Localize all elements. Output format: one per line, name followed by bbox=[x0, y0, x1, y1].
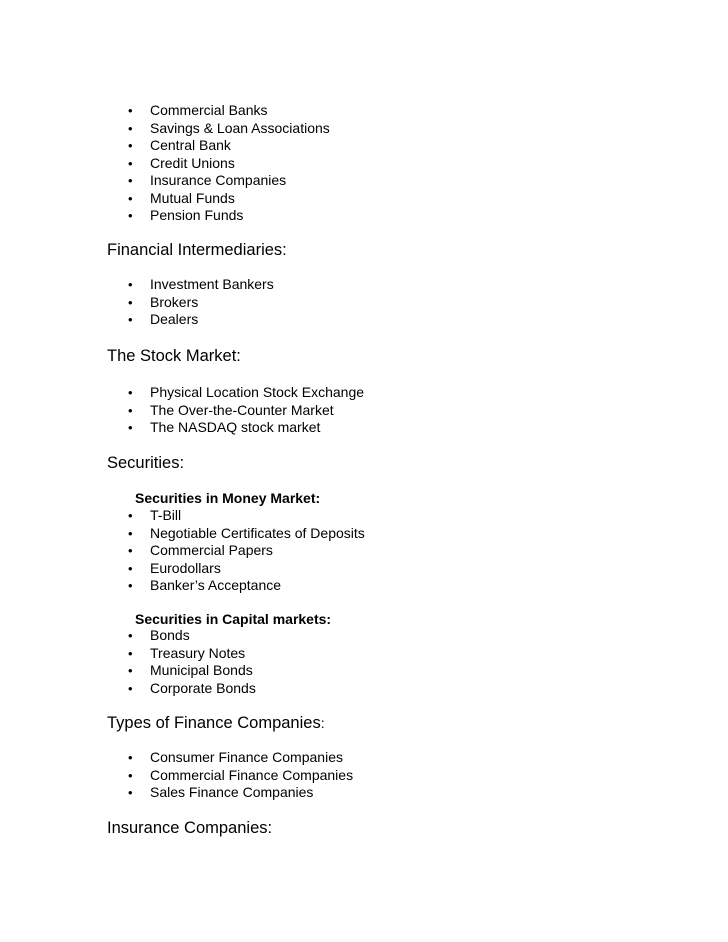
list-item bbox=[128, 507, 365, 525]
list-item-text: Consumer Finance Companies bbox=[150, 749, 343, 765]
heading-securities: Securities: bbox=[107, 454, 185, 472]
list-item-text: The Over-the-Counter Market bbox=[150, 401, 334, 418]
list-item bbox=[128, 560, 365, 578]
intermediaries-list bbox=[128, 276, 274, 329]
list-item-text: T-Bill bbox=[150, 507, 182, 523]
list-item-text: Municipal Bonds bbox=[150, 662, 253, 678]
list-item-text: Treasury Notes bbox=[150, 644, 246, 661]
list-item bbox=[128, 680, 256, 698]
list-item bbox=[128, 311, 274, 329]
heading-finance-companies-text: Types of Finance Companies bbox=[107, 714, 321, 732]
bullet-icon: • bbox=[128, 155, 133, 171]
bullet-icon: • bbox=[128, 750, 133, 765]
list-item bbox=[128, 419, 364, 437]
list-item bbox=[128, 120, 330, 138]
list-item bbox=[128, 784, 353, 802]
list-item-text: Commercial Banks bbox=[150, 102, 268, 118]
bullet-icon: • bbox=[128, 645, 133, 661]
list-item bbox=[128, 155, 330, 173]
capital-markets-list bbox=[128, 627, 256, 697]
list-item bbox=[128, 137, 330, 155]
finance-companies-list bbox=[128, 749, 353, 802]
list-item-text: Brokers bbox=[150, 293, 199, 310]
bullet-icon: • bbox=[128, 385, 133, 400]
list-item bbox=[128, 767, 353, 785]
list-item-text: Dealers bbox=[150, 311, 199, 327]
intro-list bbox=[128, 102, 330, 225]
bullet-icon: • bbox=[128, 138, 133, 153]
heading-insurance-companies: Insurance Companies: bbox=[107, 819, 273, 837]
list-item-text: Insurance Companies bbox=[150, 172, 287, 188]
list-item bbox=[128, 525, 365, 543]
bullet-icon: • bbox=[128, 173, 133, 188]
list-item bbox=[128, 749, 353, 767]
list-item bbox=[128, 190, 330, 208]
bullet-icon: • bbox=[128, 508, 133, 523]
list-item bbox=[128, 294, 274, 312]
bullet-icon: • bbox=[128, 312, 133, 327]
list-item bbox=[128, 645, 256, 663]
list-item bbox=[128, 542, 365, 560]
list-item bbox=[128, 384, 364, 402]
bullet-icon: • bbox=[128, 420, 133, 435]
bullet-icon: • bbox=[128, 785, 133, 800]
list-item bbox=[128, 662, 256, 680]
list-item-text: Negotiable Certificates of Deposits bbox=[150, 524, 365, 541]
subheading-money-market: Securities in Money Market: bbox=[135, 490, 321, 506]
list-item bbox=[128, 172, 330, 190]
list-item-text: Central Bank bbox=[150, 137, 231, 153]
bullet-icon: • bbox=[128, 120, 133, 136]
bullet-icon: • bbox=[128, 680, 133, 696]
list-item-text: Mutual Funds bbox=[150, 189, 235, 206]
heading-financial-intermediaries: Financial Intermediaries: bbox=[107, 241, 287, 259]
subheading-capital-markets: Securities in Capital markets: bbox=[135, 611, 332, 627]
bullet-icon: • bbox=[128, 578, 133, 593]
bullet-icon: • bbox=[128, 767, 133, 783]
bullet-icon: • bbox=[128, 208, 133, 223]
bullet-icon: • bbox=[128, 525, 133, 541]
list-item-text: Savings & Loan Associations bbox=[150, 119, 330, 136]
list-item bbox=[128, 207, 330, 225]
list-item-text: Bonds bbox=[150, 627, 190, 643]
heading-stock-market: The Stock Market: bbox=[107, 347, 241, 365]
list-item-text: Corporate Bonds bbox=[150, 679, 256, 696]
bullet-icon: • bbox=[128, 560, 133, 576]
bullet-icon: • bbox=[128, 190, 133, 206]
list-item bbox=[128, 627, 256, 645]
list-item-text: Investment Bankers bbox=[150, 276, 274, 292]
list-item-text: Sales Finance Companies bbox=[150, 784, 314, 800]
list-item-text: The NASDAQ stock market bbox=[150, 419, 321, 435]
bullet-icon: • bbox=[128, 543, 133, 558]
list-item-text: Commercial Papers bbox=[150, 542, 273, 558]
list-item-text: Pension Funds bbox=[150, 207, 244, 223]
bullet-icon: • bbox=[128, 402, 133, 418]
bullet-icon: • bbox=[128, 294, 133, 310]
list-item-text: Commercial Finance Companies bbox=[150, 766, 354, 783]
bullet-icon: • bbox=[128, 103, 133, 118]
heading-finance-companies-colon: : bbox=[320, 715, 325, 731]
bullet-icon: • bbox=[128, 277, 133, 292]
heading-finance-companies bbox=[107, 713, 325, 733]
stock-market-list bbox=[128, 384, 364, 437]
list-item bbox=[128, 577, 365, 595]
money-market-list bbox=[128, 507, 365, 595]
list-item-text: Banker’s Acceptance bbox=[150, 577, 282, 593]
list-item bbox=[128, 402, 364, 420]
list-item bbox=[128, 276, 274, 294]
list-item-text: Eurodollars bbox=[150, 559, 221, 576]
list-item-text: Physical Location Stock Exchange bbox=[150, 384, 365, 400]
list-item bbox=[128, 102, 330, 120]
bullet-icon: • bbox=[128, 628, 133, 643]
bullet-icon: • bbox=[128, 663, 133, 678]
list-item-text: Credit Unions bbox=[150, 154, 235, 171]
